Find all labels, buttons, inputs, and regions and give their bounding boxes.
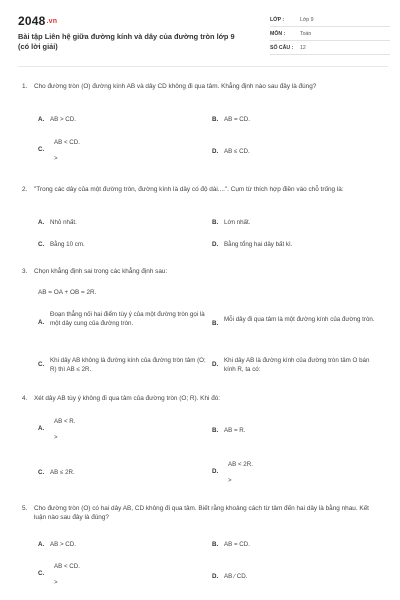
option-b[interactable]: [212, 541, 362, 550]
meta-key: MÔN :: [270, 31, 286, 37]
option-extra: >: [54, 156, 58, 162]
question-2: [22, 185, 382, 194]
option-a[interactable]: [38, 418, 76, 441]
option-c[interactable]: [38, 139, 80, 162]
meta-row-subject: [270, 28, 390, 41]
option-letter: D.: [212, 361, 219, 368]
option-b[interactable]: [212, 316, 377, 329]
option-a[interactable]: [38, 219, 188, 228]
logo-suffix: .vn: [46, 18, 58, 25]
meta-value: 12: [300, 45, 306, 51]
meta-value: Toán: [300, 31, 312, 37]
option-text: Khi dây AB không là đường kính của đường tròn tâm (O; R) thì AB ≤ 2R.: [50, 357, 206, 373]
question-stem: Xét dây AB tùy ý không đi qua tâm của đường tròn (O; R). Khi đó:: [34, 395, 221, 402]
question-stem: Cho đường tròn (O) đường kính AB và dây CD không đi qua tâm. Khẳng định nào sau đây là đúng?: [34, 83, 317, 90]
question-number: 4.: [22, 395, 28, 402]
meta-table: [270, 14, 390, 56]
option-text: Bằng tổng hai dây bất kì.: [224, 241, 293, 248]
option-letter: C.: [38, 361, 45, 368]
option-text: AB > CD.: [50, 541, 76, 548]
option-d[interactable]: [212, 357, 377, 374]
option-letter: B.: [212, 541, 219, 548]
option-a[interactable]: [38, 116, 188, 125]
option-text: AB > CD.: [50, 116, 76, 123]
option-letter: D.: [212, 468, 219, 475]
header-divider: [18, 66, 388, 67]
option-text: AB < 2R.: [228, 461, 253, 468]
question-stem: Chọn khẳng định sai trong các khẳng định sau:: [34, 268, 168, 275]
option-b[interactable]: [212, 427, 362, 436]
option-letter: C.: [38, 241, 45, 248]
option-b[interactable]: [212, 219, 362, 228]
page-header: [18, 12, 388, 60]
option-letter: B.: [212, 320, 219, 327]
question-4: [22, 394, 382, 403]
option-letter: D.: [212, 148, 219, 155]
meta-key: LỚP :: [270, 17, 285, 23]
meta-value: Lớp 9: [300, 17, 314, 23]
option-letter: B.: [212, 116, 219, 123]
option-letter: A.: [38, 319, 45, 326]
option-text: AB < CD.: [54, 563, 80, 570]
option-text: AB ∕ CD.: [224, 573, 248, 580]
option-letter: D.: [212, 573, 219, 580]
option-d[interactable]: [212, 148, 362, 157]
option-text: AB = CD.: [224, 541, 250, 548]
meta-row-class: [270, 14, 390, 27]
question-stem: "Trong các dây của một đường tròn, đường kính là dây có độ dài....". Cụm từ thích hợp điền vào chỗ trống là:: [34, 186, 344, 193]
option-text: Bằng 10 cm.: [50, 241, 85, 248]
option-extra: >: [54, 580, 58, 586]
option-letter: D.: [212, 241, 219, 248]
option-letter: A.: [38, 541, 45, 548]
option-extra: >: [54, 435, 58, 441]
option-text: AB < CD.: [54, 139, 80, 146]
option-text: Nhỏ nhất.: [50, 219, 77, 226]
option-b[interactable]: [212, 116, 362, 125]
question-1: [22, 82, 382, 91]
option-c[interactable]: [38, 469, 188, 478]
question-number: 3.: [22, 268, 28, 275]
option-text: Lớn nhất.: [224, 219, 251, 226]
option-letter: C.: [38, 469, 45, 476]
option-c[interactable]: [38, 357, 208, 374]
option-a[interactable]: [38, 311, 208, 328]
option-text: Mỗi dây đi qua tâm là một đường kính của đường tròn.: [224, 316, 375, 323]
question-number: 2.: [22, 186, 28, 193]
option-text: AB = R.: [224, 427, 246, 434]
option-letter: C.: [38, 570, 45, 577]
option-text: Khi dây AB là đường kính của đường tròn tâm O bán kính R, ta có:: [224, 357, 370, 373]
option-text: AB ≤ CD.: [224, 148, 250, 155]
option-d[interactable]: [212, 241, 372, 250]
question-number: 5.: [22, 505, 28, 512]
option-c[interactable]: [38, 241, 188, 250]
worksheet-title: Bài tập Liên hệ giữa đường kính và dây của đường tròn lớp 9 (có lời giải): [18, 32, 235, 51]
logo-text: 2048: [18, 14, 46, 28]
question-stem: Cho đường tròn (O) có hai dây AB, CD không đi qua tâm. Biết rằng khoảng cách từ tâm đến hai dây là bằng nhau. Kết luận nào sau đây là đúng?: [34, 505, 369, 521]
option-d[interactable]: [212, 461, 253, 484]
question-number: 1.: [22, 83, 28, 90]
option-letter: A.: [38, 219, 45, 226]
option-letter: C.: [38, 146, 45, 153]
option-c[interactable]: [38, 563, 80, 586]
option-a[interactable]: [38, 541, 188, 550]
question-5: [22, 504, 382, 522]
option-text: AB ≤ 2R.: [50, 469, 75, 476]
meta-key: SỐ CÂU :: [270, 45, 294, 51]
site-logo[interactable]: [18, 14, 57, 28]
option-d[interactable]: [212, 573, 362, 582]
option-letter: B.: [212, 219, 219, 226]
meta-row-count: [270, 42, 390, 55]
option-text: Đoạn thẳng nối hai điểm tùy ý của một đường tròn gọi là một dây cung của đường tròn.: [50, 311, 205, 327]
formula-line: AB = OA + OB = 2R.: [38, 289, 97, 296]
option-letter: A.: [38, 425, 45, 432]
question-3: [22, 267, 382, 276]
option-letter: B.: [212, 427, 219, 434]
option-text: AB = CD.: [224, 116, 250, 123]
option-text: AB < R.: [54, 418, 76, 425]
option-letter: A.: [38, 116, 45, 123]
option-extra: >: [228, 478, 232, 484]
